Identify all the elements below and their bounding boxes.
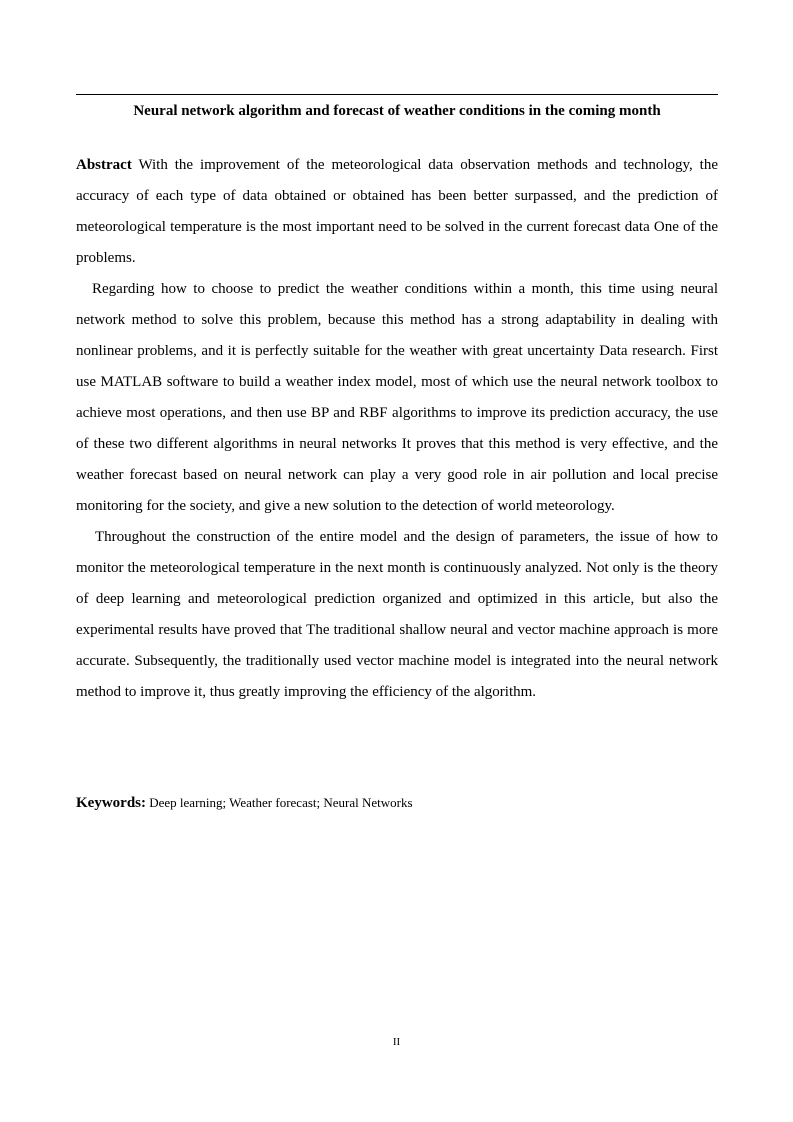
abstract-paragraph-3: Throughout the construction of the entire model and the design of parameters, the issue of how to monitor the meteorological temperature in the next month is continuously analyzed. Not only is the theory of deep learning and meteorological prediction organized and optimized in this article, but also the experimental results have proved that The traditional shallow neural and vector machine approach is more accurate. Subsequently, the traditionally used vector machine model is integrated into the neural network method to improve it, thus greatly improving the efficiency of the algorithm. — [76, 529, 718, 700]
abstract-label: Abstract — [76, 157, 132, 173]
abstract-section — [76, 150, 718, 708]
abstract-paragraph-1-text: With the improvement of the meteorological data observation methods and technology, the accuracy of each type of data obtained or obtained has been better surpassed, and the prediction of meteorological temperature is the most important need to be solved in the current forecast data One of the problems. — [76, 157, 718, 266]
keywords-label: Keywords: — [76, 795, 146, 811]
abstract-paragraph-2: Regarding how to choose to predict the weather conditions within a month, this time using neural network method to solve this problem, because this method has a strong adaptability in dealing with nonlinear problems, and it is perfectly suitable for the weather with great uncertainty Data research. First use MATLAB software to build a weather index model, most of which use the neural network toolbox to achieve most operations, and then use BP and RBF algorithms to improve its prediction accuracy, the use of these two different algorithms in neural networks It proves that this method is very effective, and the weather forecast based on neural network can play a very good role in air pollution and local precise monitoring for the society, and give a new solution to the detection of world meteorology. — [76, 281, 718, 514]
header-rule — [76, 94, 718, 95]
keywords-value: Deep learning; Weather forecast; Neural Networks — [149, 795, 413, 810]
page-number: II — [392, 1036, 401, 1048]
keywords-line — [76, 792, 718, 814]
abstract-paragraph-1 — [76, 150, 718, 274]
document-title: Neural network algorithm and forecast of weather conditions in the coming month — [133, 103, 661, 119]
